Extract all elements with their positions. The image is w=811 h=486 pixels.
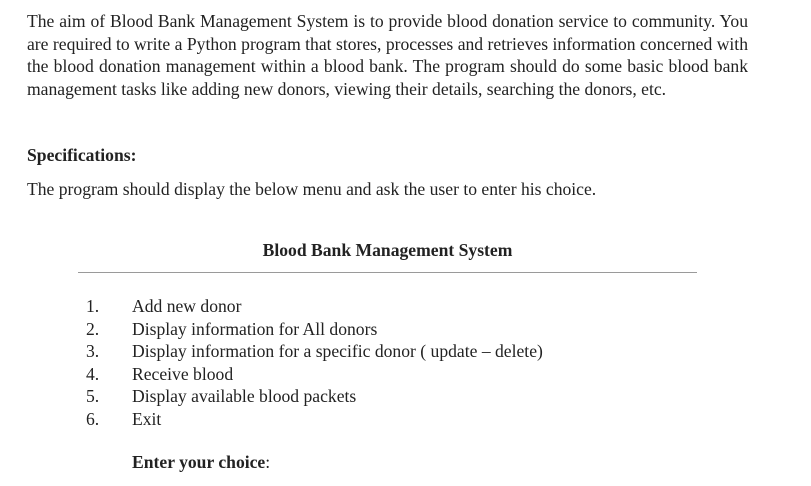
menu-item-label: Display information for All donors: [132, 318, 378, 339]
specifications-heading: Specifications:: [27, 145, 137, 165]
menu-item-number: 1.: [86, 296, 100, 316]
menu-item-label: Receive blood: [132, 363, 234, 384]
menu-title: Blood Bank Management System: [262, 240, 513, 260]
menu-item-number: 5.: [86, 386, 100, 406]
menu-item-label: Add new donor: [132, 296, 242, 316]
menu-item-label: Display information for a specific donor ( update – delete): [132, 341, 543, 361]
menu-item-number: 4.: [86, 363, 100, 384]
menu-item-number: 3.: [86, 341, 100, 361]
menu-item-receive-blood: [86, 363, 543, 386]
choice-prompt-label: Enter your choice: [132, 452, 266, 472]
menu-item-exit: [86, 408, 543, 431]
choice-prompt: [132, 452, 270, 473]
menu-item-display-specific: [86, 340, 543, 363]
menu-item-add-donor: [86, 295, 543, 318]
intro-paragraph: The aim of Blood Bank Management System is to provide blood donation service to community. You are required to write a Python program that stores, processes and retrieves information concerned with the blood donation management within a blood bank. The program should do some basic blood bank management tasks like adding new donors, viewing their details, searching the donors, etc.: [27, 11, 748, 99]
menu-divider: [78, 272, 697, 273]
choice-prompt-colon: :: [265, 452, 271, 472]
menu-item-number: 2.: [86, 318, 100, 339]
menu-item-display-all: [86, 318, 543, 341]
menu-list: [86, 295, 543, 430]
menu-item-display-packets: [86, 385, 543, 408]
menu-item-label: Exit: [132, 408, 162, 429]
specifications-text: The program should display the below menu and ask the user to enter his choice.: [27, 179, 597, 199]
menu-item-label: Display available blood packets: [132, 386, 357, 406]
menu-item-number: 6.: [86, 408, 100, 429]
